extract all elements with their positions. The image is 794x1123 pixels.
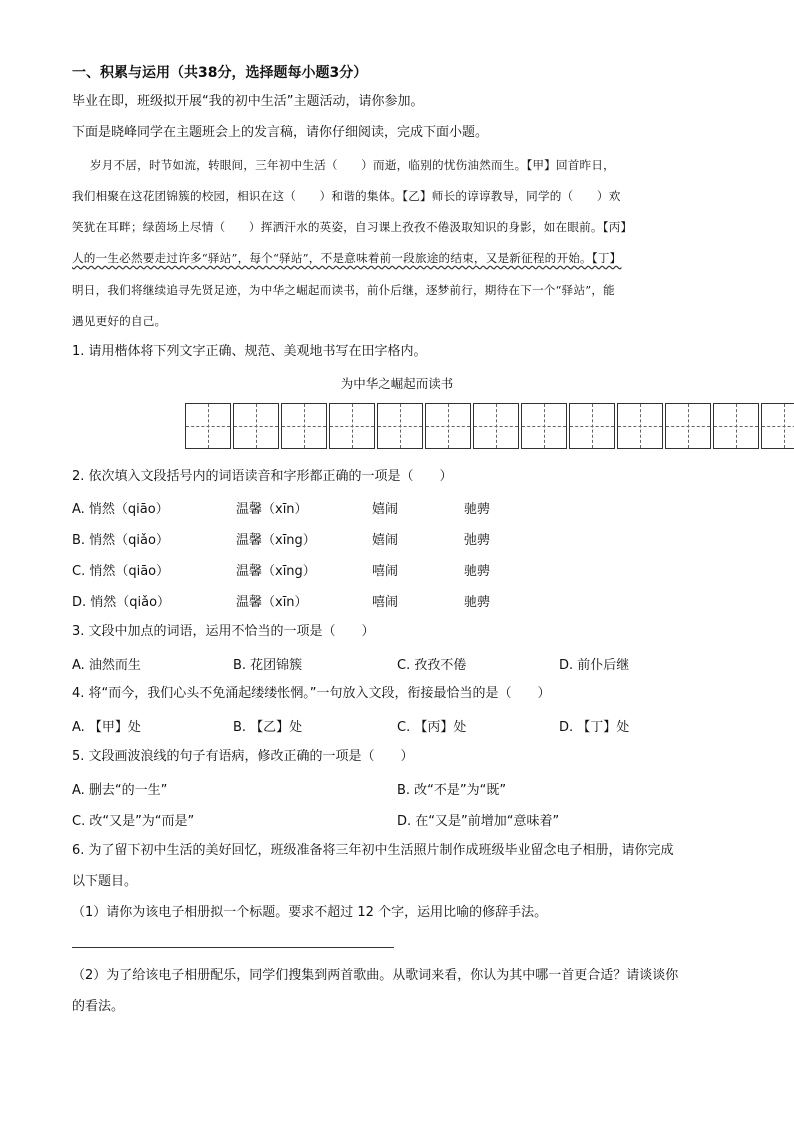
q2-option-c[interactable]: C. 悄然（qiāo） [72,564,170,579]
q3-option-d[interactable]: D. 前仆后继 [559,658,630,673]
q2-stem: 2. 依次填入文段括号内的词语读音和字形都正确的一项是（ ） [72,469,453,484]
q2-option-a[interactable]: A. 悄然（qiāo） [72,502,169,517]
cell-guide-vertical [736,404,737,448]
q4-option-b[interactable]: B. 【乙】处 [233,720,303,735]
q2-option-b-word4: 弛骋 [464,533,491,548]
intro-line-1: 毕业在即，班级拟开展“我的初中生活”主题活动，请你参加。 [72,94,424,109]
q2-option-d-word4: 驰骋 [464,595,491,610]
cell-guide-vertical [352,404,353,448]
tianzige-cell[interactable] [329,403,375,449]
q2-option-c-word4: 驰骋 [464,564,491,579]
cell-guide-vertical [640,404,641,448]
q2-option-a-word2: 温馨（xīn） [236,502,308,517]
cell-guide-vertical [448,404,449,448]
tianzige-cell[interactable] [377,403,423,449]
q2-option-a-word4: 驰骋 [464,502,491,517]
passage-line-2: 我们相聚在这花团锦簇的校园，相识在这（ ）和谐的集体。【乙】师长的谆谆教导，同学的（ ）欢 [72,189,621,203]
q2-option-d-word3: 嘻闹 [372,595,399,610]
tianzige-cell[interactable] [761,403,794,449]
answer-line[interactable] [72,947,394,948]
q2-option-a-word3: 嬉闹 [372,502,399,517]
cell-guide-vertical [304,404,305,448]
cell-guide-vertical [208,404,209,448]
q3-option-b[interactable]: B. 花团锦簇 [233,658,303,673]
q2-option-c-word2: 温馨（xīng） [236,564,316,579]
cell-guide-horizontal [762,426,794,427]
q1-copy-text: 为中华之崛起而读书 [340,376,454,391]
q2-option-d[interactable]: D. 悄然（qiǎo） [72,595,171,610]
q2-option-d-word2: 温馨（xīn） [236,595,308,610]
intro-line-2: 下面是晓峰同学在主题班会上的发言稿，请你仔细阅读，完成下面小题。 [72,125,489,140]
q3-option-c[interactable]: C. 孜孜不倦 [397,658,467,673]
tianzige-cell[interactable] [569,403,615,449]
tianzige-cell[interactable] [425,403,471,449]
tianzige-cell[interactable] [281,403,327,449]
q3-option-a[interactable]: A. 油然而生 [72,658,141,673]
q1-stem: 1. 请用楷体将下列文字正确、规范、美观地书写在田字格内。 [72,344,427,359]
tianzige-cell[interactable] [473,403,519,449]
tianzige-grid[interactable] [185,403,794,449]
tianzige-cell[interactable] [665,403,711,449]
passage-line-1: 岁月不居，时节如流，转眼间，三年初中生活（ ）而逝，临别的忧伤油然而生。【甲】回首昨日， [90,158,615,172]
q4-option-d[interactable]: D. 【丁】处 [559,720,630,735]
tianzige-cell[interactable] [617,403,663,449]
passage-line-6: 遇见更好的自己。 [72,314,167,328]
q4-option-c[interactable]: C. 【丙】处 [397,720,467,735]
passage-line-3: 笑犹在耳畔；绿茵场上尽情（ ）挥洒汗水的英姿，自习课上孜孜不倦汲取知识的身影，如在眼前。【丙】 [72,220,633,234]
tianzige-cell[interactable] [521,403,567,449]
passage-line-4-wavy: 人的一生必然要走过许多“驿站”，每个“驿站”，不是意味着前一段旅途的结束，又是新征程的开始。【丁】 [72,251,622,265]
tianzige-cell[interactable] [713,403,759,449]
passage-line-5: 明日，我们将继续追寻先贤足迹，为中华之崛起而读书，前仆后继，逐梦前行，期待在下一个“驿站”，能 [72,283,615,297]
q6-stem-line-1: 6. 为了留下初中生活的美好回忆，班级准备将三年初中生活照片制作成班级毕业留念电子相册，请你完成 [72,843,674,858]
tianzige-cell[interactable] [233,403,279,449]
q5-option-a[interactable]: A. 删去“的一生” [72,783,168,798]
q2-option-b[interactable]: B. 悄然（qiǎo） [72,533,169,548]
q6-stem-line-2: 以下题目。 [72,874,138,889]
q6-sub2-line-1: （2）为了给该电子相册配乐，同学们搜集到两首歌曲。从歌词来看，你认为其中哪一首更合适？请谈谈你 [72,968,679,983]
q6-sub1: （1）请你为该电子相册拟一个标题。要求不超过 12 个字，运用比喻的修辞手法。 [72,905,548,920]
q4-stem: 4. 将“而今，我们心头不免涌起缕缕怅惘。”一句放入文段，衔接最恰当的是（ ） [72,686,551,701]
q5-option-c[interactable]: C. 改“又是”为“而是” [72,814,195,829]
q5-option-b[interactable]: B. 改“不是”为“既” [397,783,507,798]
q2-option-b-word2: 温馨（xīng） [236,533,316,548]
cell-guide-vertical [256,404,257,448]
cell-guide-vertical [400,404,401,448]
cell-guide-vertical [784,404,785,448]
cell-guide-vertical [592,404,593,448]
q2-option-c-word3: 嘻闹 [372,564,399,579]
q6-sub2-line-2: 的看法。 [72,999,125,1014]
tianzige-cell[interactable] [185,403,231,449]
cell-guide-vertical [496,404,497,448]
q5-option-d[interactable]: D. 在“又是”前增加“意味着” [397,814,560,829]
q2-option-b-word3: 嬉闹 [372,533,399,548]
section-title: 一、积累与运用（共38分，选择题每小题3分） [72,65,368,81]
cell-guide-vertical [688,404,689,448]
q5-stem: 5. 文段画波浪线的句子有语病，修改正确的一项是（ ） [72,749,414,764]
q3-stem: 3. 文段中加点的词语，运用不恰当的一项是（ ） [72,624,375,639]
cell-guide-vertical [544,404,545,448]
q4-option-a[interactable]: A. 【甲】处 [72,720,141,735]
